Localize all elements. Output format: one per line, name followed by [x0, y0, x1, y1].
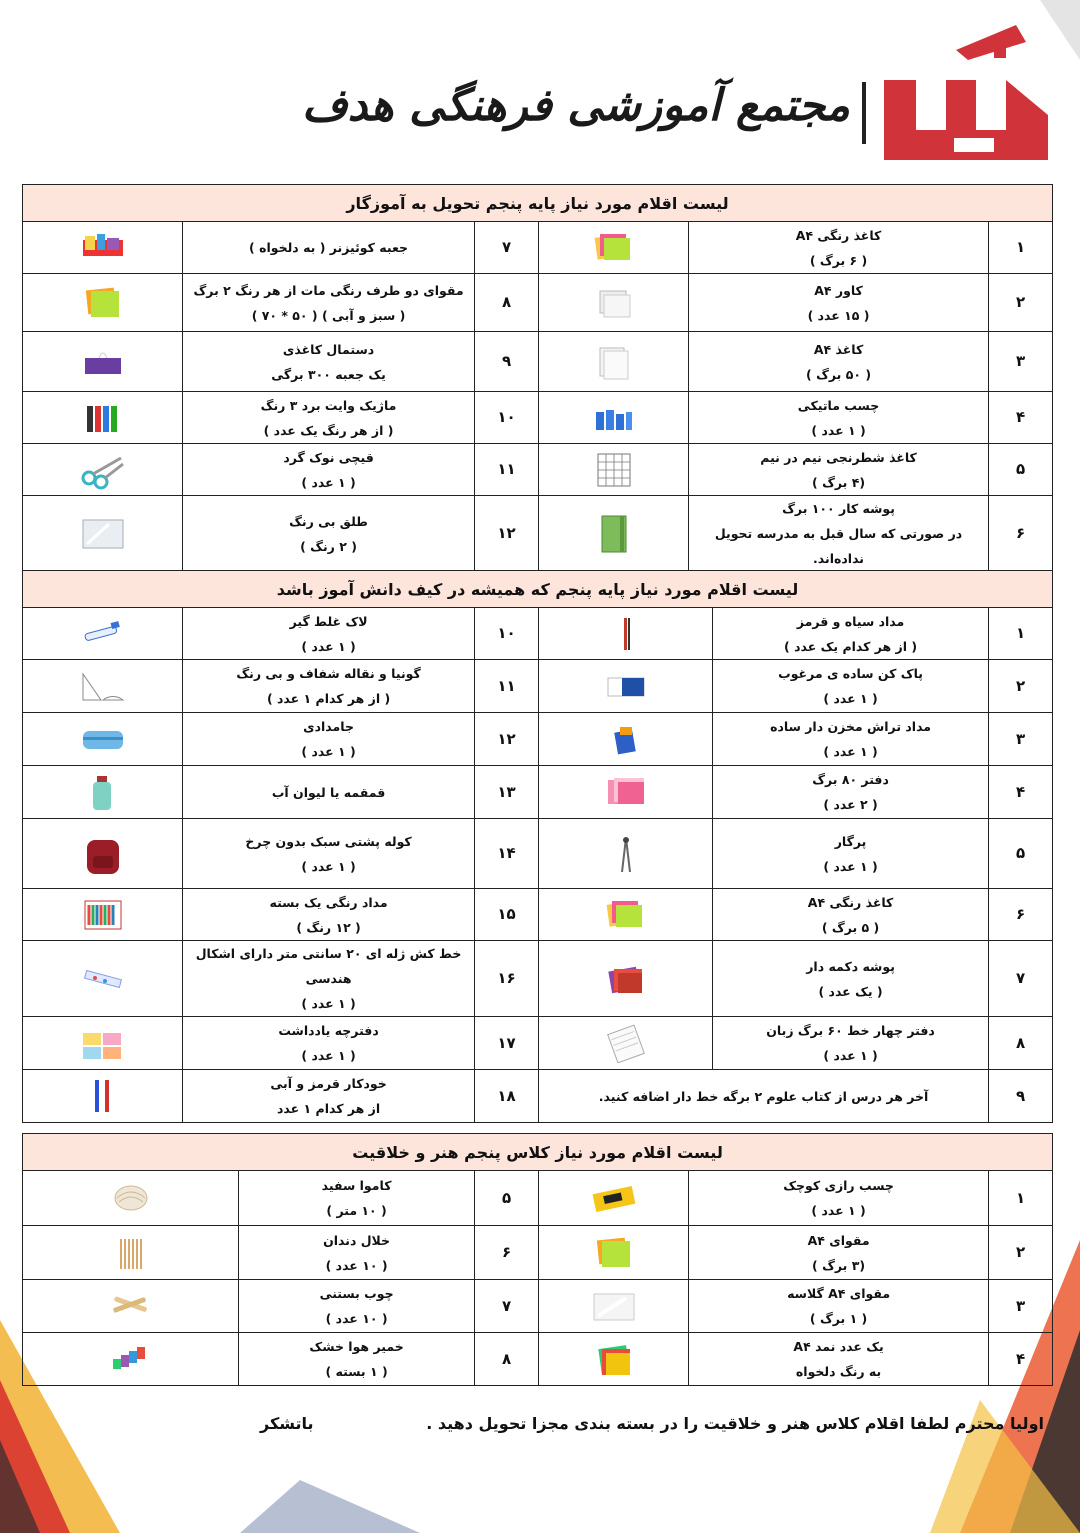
item-description [689, 222, 989, 274]
table-row [23, 496, 1053, 572]
item-image-cell [23, 392, 183, 444]
item-quantity: ( ۱ عدد ) [301, 1048, 356, 1063]
item-description [713, 608, 989, 660]
table-row [23, 444, 1053, 496]
item-number: ۹ [989, 1070, 1053, 1123]
item-description [183, 1070, 475, 1123]
item-quantity: ( ۱ برگ ) [809, 1311, 868, 1326]
item-image-cell [539, 274, 689, 332]
item-name: کاغذ شطرنجی نیم در نیم [760, 449, 917, 465]
item-quantity: ( ۱ عدد ) [823, 744, 878, 759]
item-image-cell [23, 222, 183, 274]
item-number: ۸ [475, 1333, 539, 1386]
item-image-cell [23, 1171, 239, 1226]
colored-paper-icon [600, 895, 652, 935]
razi-glue-icon [588, 1178, 640, 1218]
item-quantity: در صورتی که سال قبل به مدرسه تحویل نداده‌اند. [714, 526, 963, 566]
table-title: لیست اقلام مورد نیاز پایه پنجم تحویل به آموزگار [23, 185, 1053, 222]
item-image-cell [23, 819, 183, 889]
item-image-cell [23, 1333, 239, 1386]
item-image-cell [23, 941, 183, 1017]
item-description [183, 1017, 475, 1070]
spiral-notebook-icon [600, 1023, 652, 1063]
sticky-notes-icon [77, 1023, 129, 1063]
item-number: ۳ [989, 332, 1053, 392]
item-number: ۴ [989, 1333, 1053, 1386]
item-image-cell [539, 941, 713, 1017]
table-row [23, 274, 1053, 332]
footer-note: اولیا محترم لطفا اقلام کلاس هنر و خلاقیت را در بسته بندی مجزا تحویل دهید . [426, 1414, 1044, 1433]
item-number: ۵ [475, 1171, 539, 1226]
item-number: ۲ [989, 1226, 1053, 1280]
item-quantity: ( ۱۲ رنگ ) [296, 919, 361, 935]
item-image-cell [539, 608, 713, 660]
glue-stick-icon [588, 398, 640, 438]
item-image-cell [539, 819, 713, 889]
item-name: مداد تراش مخزن دار ساده [770, 719, 932, 734]
item-name: پرگار [834, 833, 867, 849]
item-name: جامدادی [303, 719, 354, 734]
item-name: خمیر هوا خشک [309, 1339, 404, 1354]
item-image-cell [539, 1226, 689, 1280]
item-number: ۱۰ [475, 392, 539, 444]
item-name: خط کش ژله ای ۲۰ سانتی متر دارای اشکال هندسی [195, 946, 462, 986]
teacher-items-table [22, 184, 1053, 572]
table-row [23, 941, 1053, 1017]
item-number: ۷ [475, 1280, 539, 1333]
glossy-paper-icon [588, 1286, 640, 1326]
item-name: پوشه کار ۱۰۰ برگ [782, 501, 895, 516]
item-name: پاک کن ساده ی مرغوب [778, 666, 923, 681]
item-number: ۶ [475, 1226, 539, 1280]
item-description [239, 1226, 475, 1280]
item-number: ۱۱ [475, 444, 539, 496]
item-name: مقوای A۴ [807, 1232, 870, 1248]
item-image-cell [539, 1333, 689, 1386]
item-quantity: ( ۱ عدد ) [823, 858, 878, 874]
item-image-cell [23, 1070, 183, 1123]
item-number: ۱۶ [475, 941, 539, 1017]
grid-paper-icon [588, 450, 640, 490]
item-description [239, 1333, 475, 1386]
item-description [713, 660, 989, 713]
item-image-cell [539, 1171, 689, 1226]
item-quantity: ( از هر کدام ۱ عدد ) [266, 691, 391, 706]
brand-name: مجتمع آموزشی فرهنگی هدف [301, 80, 850, 131]
student-bag-items-table [22, 570, 1053, 1123]
item-name: خلال دندان [323, 1232, 391, 1248]
item-number: ۱۲ [475, 713, 539, 766]
item-quantity: (۳ برگ ) [812, 1257, 866, 1273]
item-description [689, 1280, 989, 1333]
item-name: چسب ماتیکی [797, 397, 880, 413]
item-number: ۵ [989, 444, 1053, 496]
table-row [23, 1333, 1053, 1386]
pens-icon [77, 1076, 129, 1116]
item-name: دفتر ۸۰ برگ [812, 772, 889, 787]
item-quantity: ( ۶ برگ ) [809, 252, 868, 268]
item-quantity: ( سبز و آبی ) ( ۵۰ * ۷۰ ) [251, 307, 406, 323]
item-description [689, 332, 989, 392]
button-folder-icon [600, 959, 652, 999]
table-row [23, 1171, 1053, 1226]
popsicle-sticks-icon [105, 1286, 157, 1326]
item-number: ۴ [989, 766, 1053, 819]
table-row [23, 1280, 1053, 1333]
item-description [713, 766, 989, 819]
item-image-cell [539, 496, 689, 572]
item-description [183, 766, 475, 819]
color-pencils-icon [77, 895, 129, 935]
item-description [183, 889, 475, 941]
item-name: کوله پشتی سبک بدون چرخ [245, 833, 412, 849]
item-description [539, 1070, 989, 1123]
item-number: ۱۲ [475, 496, 539, 572]
hadaf-logo-icon [876, 20, 1056, 168]
table-row [23, 819, 1053, 889]
item-quantity: ( ۱ عدد ) [823, 691, 878, 706]
item-number: ۴ [989, 392, 1053, 444]
item-quantity: ( ۱۰ عدد ) [325, 1311, 388, 1326]
item-description [183, 392, 475, 444]
item-number: ۷ [989, 941, 1053, 1017]
item-quantity: ( ۱ عدد ) [301, 638, 356, 654]
item-description [239, 1171, 475, 1226]
item-name: دفترچه یادداشت [278, 1023, 379, 1038]
item-name: قمقمه یا لیوان آب [271, 784, 386, 800]
item-quantity: ( از هر رنگ یک عدد ) [263, 422, 394, 438]
table-row [23, 660, 1053, 713]
ruler-icon [77, 959, 129, 999]
item-number: ۱۷ [475, 1017, 539, 1070]
item-number: ۱ [989, 222, 1053, 274]
item-image-cell [23, 766, 183, 819]
whiteboard-marker-icon [77, 398, 129, 438]
item-image-cell [23, 608, 183, 660]
item-image-cell [23, 713, 183, 766]
item-description [183, 332, 475, 392]
item-image-cell [23, 332, 183, 392]
item-name: طلق بی رنگ [289, 513, 368, 529]
item-description [689, 1171, 989, 1226]
item-name: چوب بستنی [319, 1286, 394, 1301]
item-quantity: از هر کدام ۱ عدد [277, 1101, 381, 1116]
item-quantity: ( ۱۰ عدد ) [325, 1257, 388, 1273]
item-quantity: ( ۲ رنگ ) [300, 538, 357, 554]
item-name: قیچی نوک گرد [283, 449, 374, 465]
item-number: ۳ [989, 1280, 1053, 1333]
item-number: ۶ [989, 496, 1053, 572]
item-description [689, 1226, 989, 1280]
item-number: ۱۱ [475, 660, 539, 713]
table-title: لیست اقلام مورد نیاز کلاس پنجم هنر و خلاقیت [23, 1134, 1053, 1171]
item-number: ۵ [989, 819, 1053, 889]
item-quantity: ( ۱ عدد ) [811, 1203, 866, 1218]
brand-divider [862, 82, 866, 144]
item-description [183, 819, 475, 889]
yarn-icon [105, 1178, 157, 1218]
colored-paper-icon [588, 228, 640, 268]
item-number: ۲ [989, 660, 1053, 713]
item-name: یک عدد نمد A۴ [793, 1339, 884, 1354]
table-row [23, 713, 1053, 766]
item-image-cell [539, 392, 689, 444]
water-bottle-icon [77, 772, 129, 812]
item-description [713, 1017, 989, 1070]
item-description [713, 713, 989, 766]
item-quantity: یک جعبه ۳۰۰ برگی [271, 366, 386, 382]
item-quantity: ( ۱ عدد ) [823, 1048, 878, 1063]
item-number: ۱۸ [475, 1070, 539, 1123]
item-quantity: به رنگ دلخواه [795, 1364, 882, 1379]
item-number: ۹ [475, 332, 539, 392]
item-number: ۸ [475, 274, 539, 332]
footer-thanks: باتشکر [260, 1414, 314, 1433]
item-description [689, 444, 989, 496]
item-quantity: ( ۲ عدد ) [823, 797, 878, 812]
table-row [23, 332, 1053, 392]
cardboard-icon [588, 1233, 640, 1273]
cardboard-icon [77, 283, 129, 323]
item-quantity: ( ۵۰ برگ ) [806, 366, 872, 382]
item-description [183, 444, 475, 496]
table-title: لیست اقلام مورد نیاز پایه پنجم که همیشه در کیف دانش آموز باشد [23, 571, 1053, 608]
item-image-cell [23, 1226, 239, 1280]
item-number: ۷ [475, 222, 539, 274]
item-quantity: ( ۱ بسته ) [325, 1364, 388, 1379]
item-name: ماژیک وایت برد ۳ رنگ [260, 397, 397, 413]
item-image-cell [23, 1280, 239, 1333]
item-name: دستمال کاغذی [282, 341, 375, 357]
header [0, 0, 1080, 180]
item-image-cell [539, 660, 713, 713]
item-description [183, 941, 475, 1017]
item-quantity: ( ۱ عدد ) [301, 744, 356, 759]
item-name: آخر هر درس از کتاب علوم ۲ برگه خط دار اضافه کنید. [598, 1088, 929, 1104]
table-row [23, 889, 1053, 941]
item-name: مداد رنگی یک بسته [269, 894, 388, 910]
eraser-icon [600, 666, 652, 706]
item-number: ۳ [989, 713, 1053, 766]
item-quantity: ( ۱۰ متر ) [326, 1203, 387, 1218]
item-number: ۸ [989, 1017, 1053, 1070]
item-image-cell [23, 444, 183, 496]
item-number: ۱۳ [475, 766, 539, 819]
item-image-cell [23, 660, 183, 713]
item-description [689, 274, 989, 332]
plastic-sleeve-icon [588, 283, 640, 323]
notebook-icon [600, 772, 652, 812]
table-row [23, 1017, 1053, 1070]
item-image-cell [539, 332, 689, 392]
item-name: کاغذ A۴ [813, 341, 864, 357]
scissors-icon [77, 450, 129, 490]
item-description [183, 222, 475, 274]
item-quantity: ( ۵ برگ ) [821, 919, 880, 935]
item-name: مقوای دو طرف رنگی مات از هر رنگ ۲ برگ [193, 282, 464, 298]
item-name: مداد سیاه و قرمز [796, 613, 905, 629]
item-number: ۱۴ [475, 819, 539, 889]
item-image-cell [23, 274, 183, 332]
item-quantity: (۴ برگ ) [812, 474, 866, 490]
item-image-cell [539, 1017, 713, 1070]
item-number: ۱۰ [475, 608, 539, 660]
item-description [713, 889, 989, 941]
item-description [713, 941, 989, 1017]
item-description [183, 274, 475, 332]
item-name: کاموا سفید [321, 1178, 392, 1193]
item-name: کاغذ رنگی A۴ [795, 227, 882, 243]
item-image-cell [539, 766, 713, 819]
item-name: مقوای A۴ گلاسه [787, 1286, 891, 1301]
item-description [239, 1280, 475, 1333]
item-number: ۱۵ [475, 889, 539, 941]
item-number: ۲ [989, 274, 1053, 332]
item-image-cell [539, 713, 713, 766]
clear-sheet-icon [77, 514, 129, 554]
cuisenaire-box-icon [77, 228, 129, 268]
item-description [183, 496, 475, 572]
felt-icon [588, 1339, 640, 1379]
item-quantity: ( ۱ عدد ) [811, 422, 866, 438]
item-number: ۱ [989, 1171, 1053, 1226]
item-name: گونیا و نقاله شفاف و بی رنگ [236, 666, 421, 681]
table-row [23, 222, 1053, 274]
item-name: پوشه دکمه دار [806, 958, 895, 974]
item-quantity: ( ۱ عدد ) [301, 996, 356, 1011]
item-image-cell [539, 222, 689, 274]
item-name: چسب رازی کوچک [783, 1178, 894, 1193]
item-image-cell [23, 1017, 183, 1070]
art-class-items-table [22, 1133, 1053, 1386]
item-description [689, 496, 989, 572]
table-row [23, 1226, 1053, 1280]
protractor-icon [77, 666, 129, 706]
item-name: کاغذ رنگی A۴ [807, 894, 894, 910]
item-image-cell [23, 889, 183, 941]
clay-icon [105, 1339, 157, 1379]
green-folder-icon [588, 514, 640, 554]
item-description [713, 819, 989, 889]
item-description [689, 1333, 989, 1386]
item-number: ۶ [989, 889, 1053, 941]
item-quantity: ( یک عدد ) [818, 983, 883, 999]
item-image-cell [539, 1280, 689, 1333]
item-image-cell [23, 496, 183, 572]
item-description [183, 713, 475, 766]
table-row [23, 392, 1053, 444]
item-quantity: ( ۱ عدد ) [301, 858, 356, 874]
item-name: خودکار قرمز و آبی [270, 1076, 387, 1091]
item-quantity: ( ۱۵ عدد ) [807, 307, 870, 323]
item-quantity: ( ۱ عدد ) [301, 474, 356, 490]
a4-paper-icon [588, 342, 640, 382]
correction-pen-icon [77, 614, 129, 654]
item-number: ۱ [989, 608, 1053, 660]
item-quantity: ( از هر کدام یک عدد ) [784, 638, 918, 654]
compass-icon [600, 834, 652, 874]
item-image-cell [539, 444, 689, 496]
item-description [689, 392, 989, 444]
table-row [23, 766, 1053, 819]
table-row [23, 608, 1053, 660]
item-image-cell [539, 889, 713, 941]
tissue-box-icon [77, 342, 129, 382]
toothpicks-icon [105, 1233, 157, 1273]
item-name: دفتر چهار خط ۶۰ برگ زبان [766, 1023, 935, 1038]
pencil-case-icon [77, 719, 129, 759]
item-name: لاک غلط گیر [289, 613, 368, 629]
item-name: جعبه کوئیزنر ( به دلخواه ) [249, 240, 409, 255]
item-name: کاور A۴ [814, 282, 863, 298]
item-description [183, 660, 475, 713]
sharpener-icon [600, 719, 652, 759]
table-row [23, 1070, 1053, 1123]
pencil-icon [600, 614, 652, 654]
backpack-icon [77, 834, 129, 874]
item-description [183, 608, 475, 660]
